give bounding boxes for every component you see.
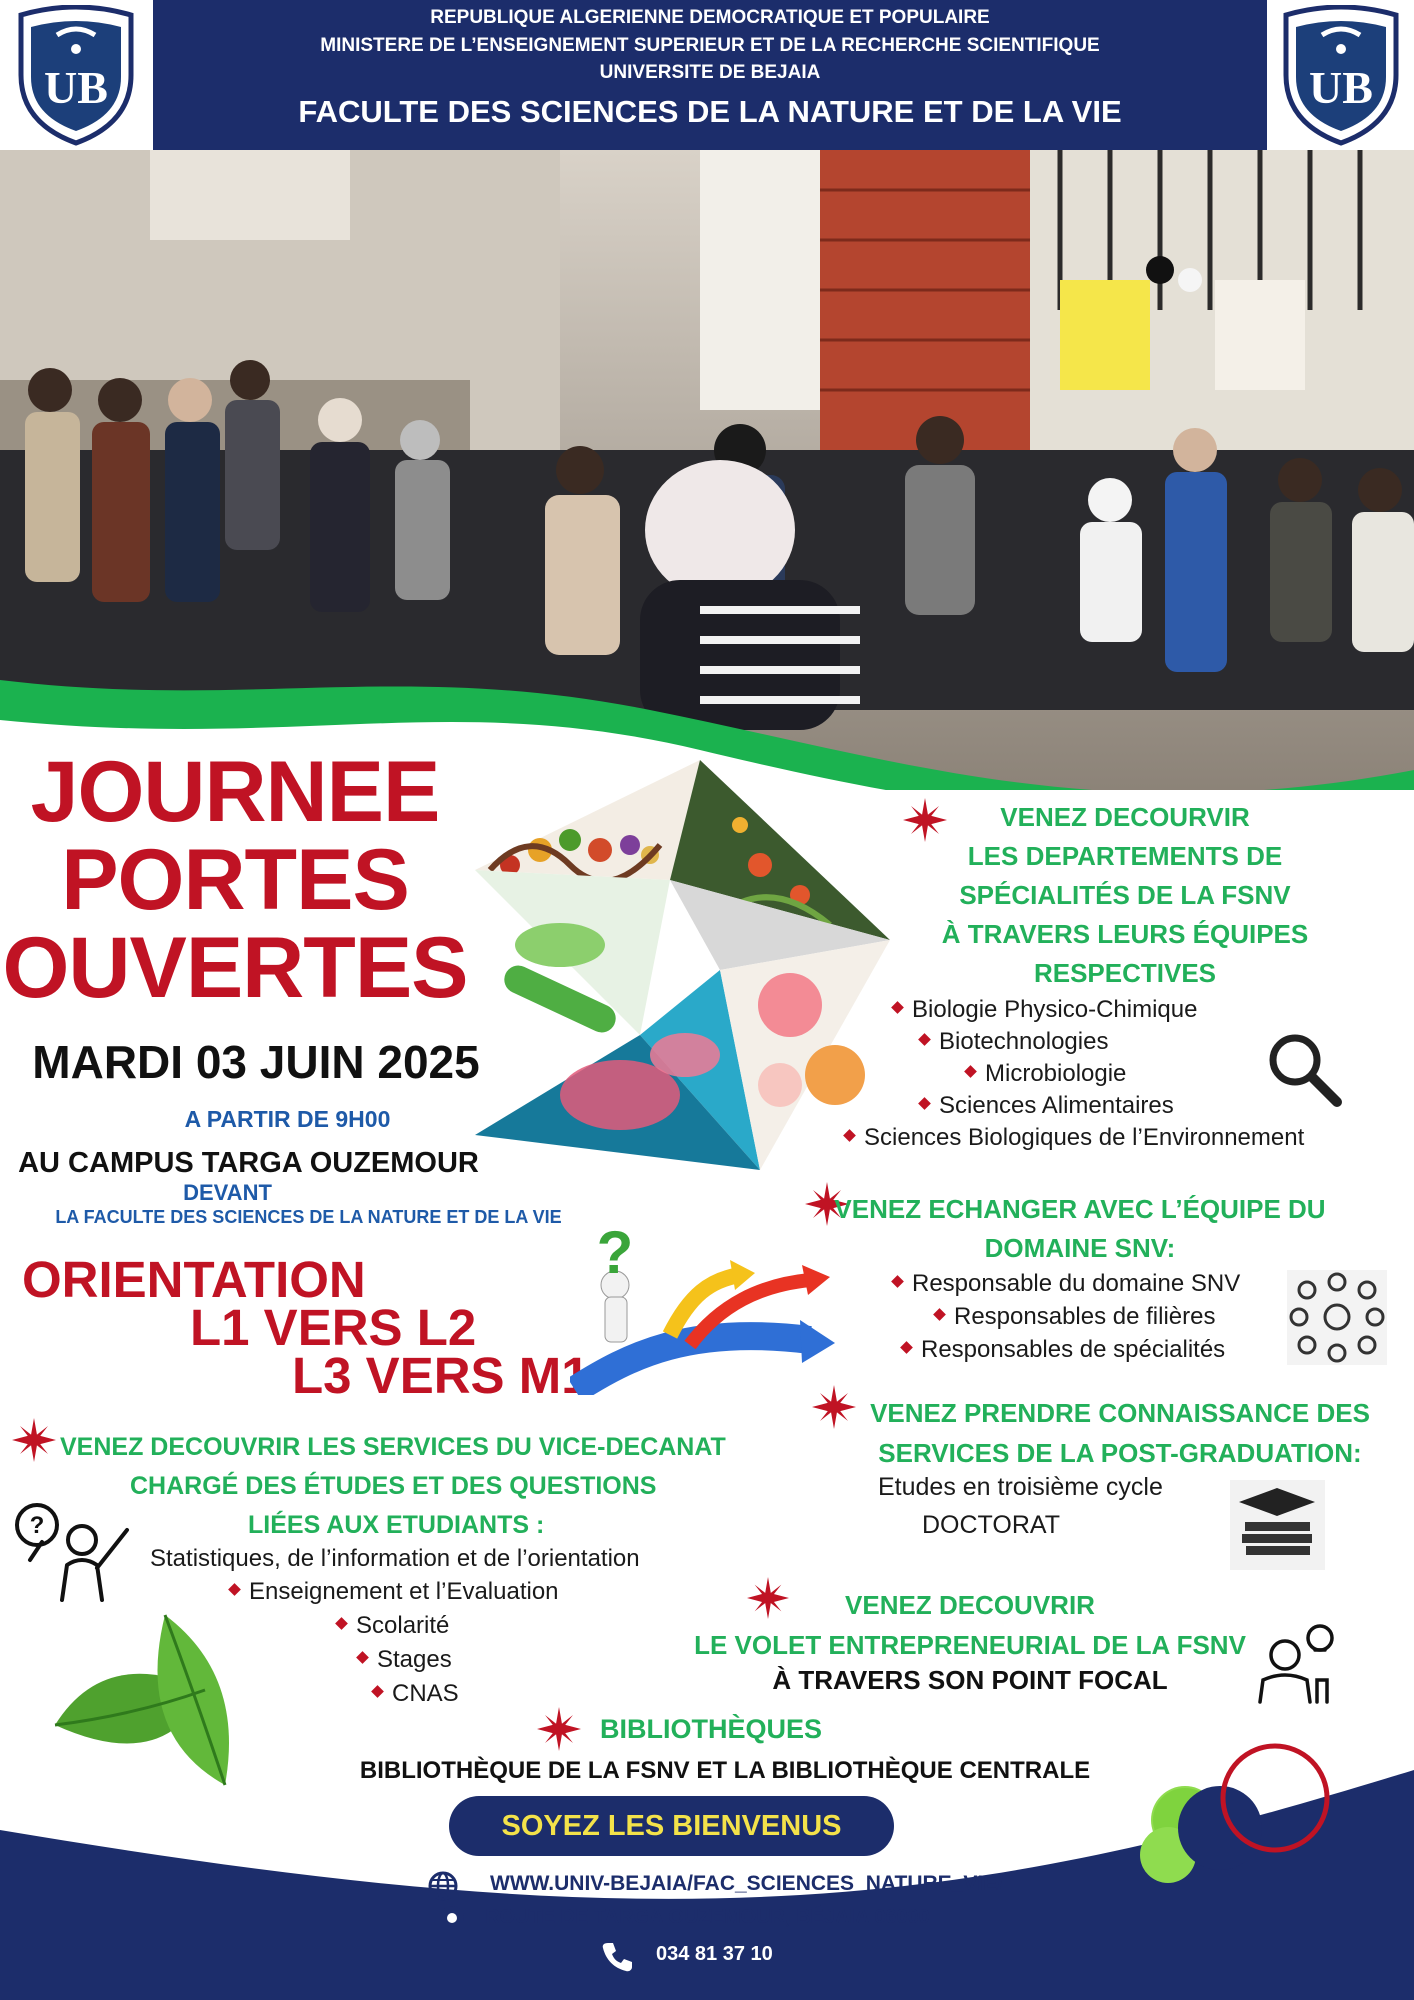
entrepreneurial-subline: À TRAVERS SON POINT FOCAL <box>772 1665 1168 1695</box>
header-line-university: UNIVERSITE DE BEJAIA <box>599 62 821 83</box>
vice-decanat-item: Scolarité <box>337 1612 449 1640</box>
departments-heading: VENEZ DECOURVIR LES DEPARTEMENTS DE SPÉCIALITÉS DE LA FSNV À TRAVERS LEURS ÉQUIPES RESPECTIVES <box>941 802 1309 988</box>
snv-item: Responsables de spécialités <box>902 1336 1225 1364</box>
science-collage <box>470 755 890 1175</box>
graduation-books-icon <box>1230 1480 1325 1570</box>
entrepreneurial-heading: VENEZ DECOUVRIR LE VOLET ENTREPRENEURIAL DE LA FSNV <box>694 1590 1246 1660</box>
vice-decanat-item: Enseignement et l’Evaluation <box>230 1578 559 1606</box>
student-question-icon <box>12 1500 142 1605</box>
header-faculty-title: FACULTE DES SCIENCES DE LA NATURE ET DE LA VIE <box>298 94 1122 129</box>
header-line-republic: REPUBLIQUE ALGERIENNE DEMOCRATIQUE ET POPULAIRE <box>430 7 990 28</box>
event-faculty: LA FACULTE DES SCIENCES DE LA NATURE ET DE LA VIE <box>55 1207 562 1227</box>
idea-person-icon <box>1255 1620 1345 1705</box>
snv-item: Responsables de filières <box>935 1303 1215 1331</box>
logo-letters: UB <box>44 62 108 113</box>
website-link[interactable]: WWW.UNIV-BEJAIA/FAC_SCIENCES_NATURE_VIE/ <box>490 1872 1004 1895</box>
decorative-circles <box>1110 1740 1340 1910</box>
event-date: MARDI 03 JUIN 2025 <box>32 1036 480 1088</box>
orientation-arrows-illustration <box>570 1225 835 1395</box>
post-graduation-item: DOCTORAT <box>922 1511 1060 1539</box>
library-heading: BIBLIOTHÈQUES <box>600 1714 823 1744</box>
orientation-l3-m1: L3 VERS M1 <box>292 1347 590 1404</box>
header-band <box>153 0 1267 150</box>
snv-heading: VENEZ ECHANGER AVEC L’ÉQUIPE DU DOMAINE SNV: <box>834 1194 1326 1263</box>
address-text: ROUTE DE TARGA OUZEMOUR, BÉJAIA 06000 <box>485 1906 930 1928</box>
post-graduation-heading: VENEZ PRENDRE CONNAISSANCE DES SERVICES DE LA POST-GRADUATION: <box>870 1398 1370 1468</box>
magnifier-icon <box>1265 1030 1345 1110</box>
vice-decanat-heading: VENEZ DECOUVRIR LES SERVICES DU VICE-DECANAT CHARGÉ DES ÉTUDES ET DES QUESTIONS LIÉES AUX ETUDIANTS : <box>60 1433 726 1539</box>
vice-decanat-item: Statistiques, de l’information et de l’orientation <box>150 1545 640 1572</box>
department-item: Sciences Biologiques de l’Environnement <box>845 1124 1304 1152</box>
post-graduation-item: Etudes en troisième cycle <box>878 1473 1163 1501</box>
welcome-banner <box>449 1796 894 1856</box>
title-journee: JOURNEE <box>30 744 440 840</box>
team-network-icon <box>1287 1270 1387 1365</box>
red-star-icon <box>12 1418 56 1462</box>
vice-decanat-item: Stages <box>358 1646 452 1674</box>
logo-letters: UB <box>1309 62 1373 113</box>
group-photo <box>0 150 1414 790</box>
location-pin-icon <box>438 1904 466 1940</box>
header-line-ministry: MINISTERE DE L’ENSEIGNEMENT SUPERIEUR ET DE LA RECHERCHE SCIENTIFIQUE <box>320 35 1100 56</box>
title-ouvertes: OUVERTES <box>2 920 468 1016</box>
department-item: Biotechnologies <box>920 1028 1108 1056</box>
phone-icon <box>600 1940 634 1974</box>
snv-item: Responsable du domaine SNV <box>893 1270 1240 1298</box>
red-star-icon <box>812 1385 856 1429</box>
phone-number: 034 81 37 10 <box>656 1943 773 1965</box>
globe-icon <box>427 1870 459 1902</box>
event-location: AU CAMPUS TARGA OUZEMOUR <box>18 1147 479 1179</box>
svg-text:?: ? <box>596 1225 634 1286</box>
department-item: Microbiologie <box>966 1060 1126 1088</box>
university-logo-left <box>15 5 137 147</box>
library-text: BIBLIOTHÈQUE DE LA FSNV ET LA BIBLIOTHÈQUE CENTRALE <box>359 1757 1091 1784</box>
university-logo-right <box>1280 5 1402 147</box>
orientation-l1-l2: L1 VERS L2 <box>190 1299 477 1356</box>
event-devant: DEVANT <box>183 1180 272 1205</box>
orientation-title: ORIENTATION <box>22 1251 366 1308</box>
svg-text:?: ? <box>29 1512 45 1539</box>
event-time: A PARTIR DE 9H00 <box>184 1106 391 1132</box>
department-item: Biologie Physico-Chimique <box>893 996 1197 1024</box>
department-item: Sciences Alimentaires <box>920 1092 1174 1120</box>
welcome-text: SOYEZ LES BIENVENUS <box>501 1810 842 1842</box>
vice-decanat-item: CNAS <box>373 1680 459 1708</box>
title-portes: PORTES <box>61 832 409 928</box>
